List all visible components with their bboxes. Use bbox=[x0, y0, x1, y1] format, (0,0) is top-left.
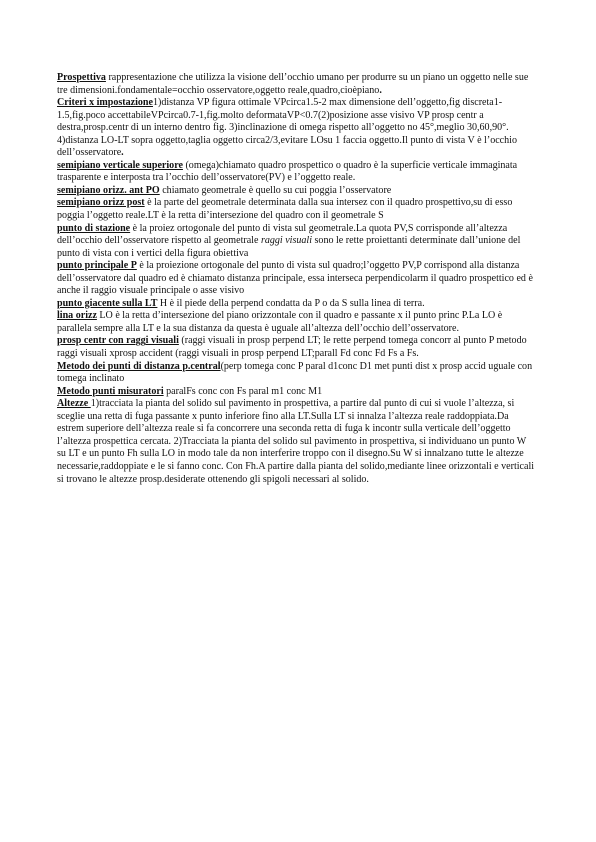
italic-term: raggi visuali bbox=[260, 235, 313, 247]
paragraph-text: chiamato geometrale è quello su cui poggia l’osservatore bbox=[159, 184, 392, 196]
paragraph-altezze bbox=[57, 398, 536, 486]
paragraph-text-continued: sono le rette proiettanti determinate dall’unione del punto di vista con i vertici della figura obiettiva bbox=[57, 235, 521, 259]
paragraph-criteri bbox=[57, 97, 536, 160]
paragraph-punto-giacente bbox=[57, 298, 536, 311]
paragraph-prospettiva bbox=[57, 72, 536, 97]
paragraph-semipiano-orizz-post bbox=[57, 197, 536, 222]
paragraph-prosp-centr bbox=[57, 335, 536, 360]
paragraph-punto-stazione bbox=[57, 223, 536, 261]
term-prosp-centr: prosp centr con raggi visuali bbox=[57, 335, 179, 347]
paragraph-semipiano-orizz-ant bbox=[57, 185, 536, 198]
paragraph-text: 1)distanza VP figura ottimale VPcirca1.5-2 max dimensione dell’oggetto,fig discreta1-1.5,fig.poco accettabileVPcirca0.7-1,fig.molto deformataVP<0.7(2)posizione asse visivo VP prosp centr a destra,prosp.centr di un interno dentro fig. 3)inclinazione di omega rispetto all’oggetto no 45°,meglio 30,60,90°. 4)distanza LO-LT sopra oggetto,taglia oggetto circa2/3,evitare LOsu 1 faccia oggetto.Il punto di vista V è l’occhio dell’osservatore bbox=[57, 97, 517, 159]
term-semipiano-verticale: semipiano verticale superiore bbox=[57, 159, 183, 171]
paragraph-semipiano-verticale bbox=[57, 160, 536, 185]
paragraph-text: LO è la retta d’intersezione del piano orizzontale con il quadro e passante x il punto princ P.La LO è parallela sempre alla LT e la sua distanza da questa è uguale all’altezza dell’occhio dell’osservatore. bbox=[57, 310, 503, 334]
paragraph-metodo-misuratori bbox=[57, 386, 536, 399]
paragraph-punto-principale bbox=[57, 260, 536, 298]
paragraph-text: paralFs conc con Fs paral m1 conc M1 bbox=[163, 385, 323, 397]
term-semipiano-orizz-post: semipiano orizz post bbox=[57, 197, 145, 209]
term-prospettiva: Prospettiva bbox=[57, 72, 106, 83]
term-punto-stazione: punto di stazione bbox=[57, 222, 131, 234]
paragraph-text: H è il piede della perpend condatta da P o da S sulla linea di terra. bbox=[157, 297, 425, 309]
term-semipiano-orizz-ant: semipiano orizz. ant PO bbox=[57, 184, 160, 196]
term-punto-principale: punto principale P bbox=[57, 260, 137, 272]
paragraph-text: è la proiez ortogonale del punto di vista sul geometrale.La quota PV,S corrisponde all’altezza dell’occhio dell’osservatore rispetto al geometrale bbox=[57, 222, 508, 247]
paragraph-text: rappresentazione che utilizza la visione dell’occhio umano per produrre su un piano un oggetto nelle sue tre dimensioni.fondamentale=occhio osservatore,oggetto reale,quadro,cioèpiano bbox=[57, 72, 529, 96]
term-punto-giacente: punto giacente sulla LT bbox=[57, 297, 158, 309]
paragraph-text: (raggi visuali in prosp perpend LT; le rette perpend tomega concorr al punto P metodo raggi visuali xprosp accident (raggi visuali in prosp perpend LT;parall Fd conc Fd Fs a Fs. bbox=[57, 335, 527, 360]
notes-body bbox=[57, 72, 536, 486]
term-altezze: Altezze bbox=[57, 398, 91, 410]
term-criteri: Criteri x impostazione bbox=[57, 97, 153, 109]
term-linea-orizz: lina orizz bbox=[57, 310, 97, 322]
paragraph-linea-orizz bbox=[57, 310, 536, 335]
paragraph-text: (perp tomega conc P paral d1conc D1 met punti dist x prosp accid uguale con tomega inclinato bbox=[57, 360, 533, 385]
paragraph-end: . bbox=[121, 147, 124, 159]
paragraph-text: è la proiezione ortogonale del punto di vista sul quadro;l’oggetto PV,P corrispond alla distanza dell’osservatore dal quadro ed è chiamato distanza principale, essa interseca perpendicolarm il quadro prospettico ed è anche il raggio visuale principale o asse visivo bbox=[57, 260, 533, 297]
term-metodo-distanza: Metodo dei punti di distanza p.central bbox=[57, 360, 221, 372]
paragraph-text: (omega)chiamato quadro prospettico o quadro è la superficie verticale immaginata trasparente e interposta tra l’occhio dell’osservatore(PV) e l’oggetto reale. bbox=[57, 159, 518, 184]
paragraph-text: 1)tracciata la pianta del solido sul pavimento in prospettiva, a partire dal punto di cui si vuole l’altezza, si sceglie una retta di fuga passante x punto inferiore fino alla LT.Sulla LT si innalza l’altezza reale raddoppiata.Da estrem superiore dell’altezza reale si fa concorrere una seconda retta di fuga k incontr sulla verticale dell’oggetto l’altezza prospettica cercata. 2)Tracciata la pianta del solido sul pavimento in prospettiva, si individuano un punto W su LT e un punto Fh sulla LO in modo tale da non interferire troppo con il disegno.Su W si innalzano tutte le altezze necessarie,raddoppiate e le si fanno conc. Con Fh.A partire dalla pianta del solido,mediante linee orizzontali e verticali si trovano le altezze prosp.desiderate ottenendo gli spigoli necessari al solido. bbox=[57, 398, 535, 485]
paragraph-metodo-distanza bbox=[57, 361, 536, 386]
term-metodo-misuratori: Metodo punti misuratori bbox=[57, 385, 164, 397]
paragraph-text: è la parte del geometrale determinata dalla sua intersez con il quadro prospettivo,su di esso poggia l’oggetto reale.LT è la retta di’intersezione del quadro con il geometrale S bbox=[57, 197, 513, 222]
paragraph-end: . bbox=[379, 84, 382, 96]
